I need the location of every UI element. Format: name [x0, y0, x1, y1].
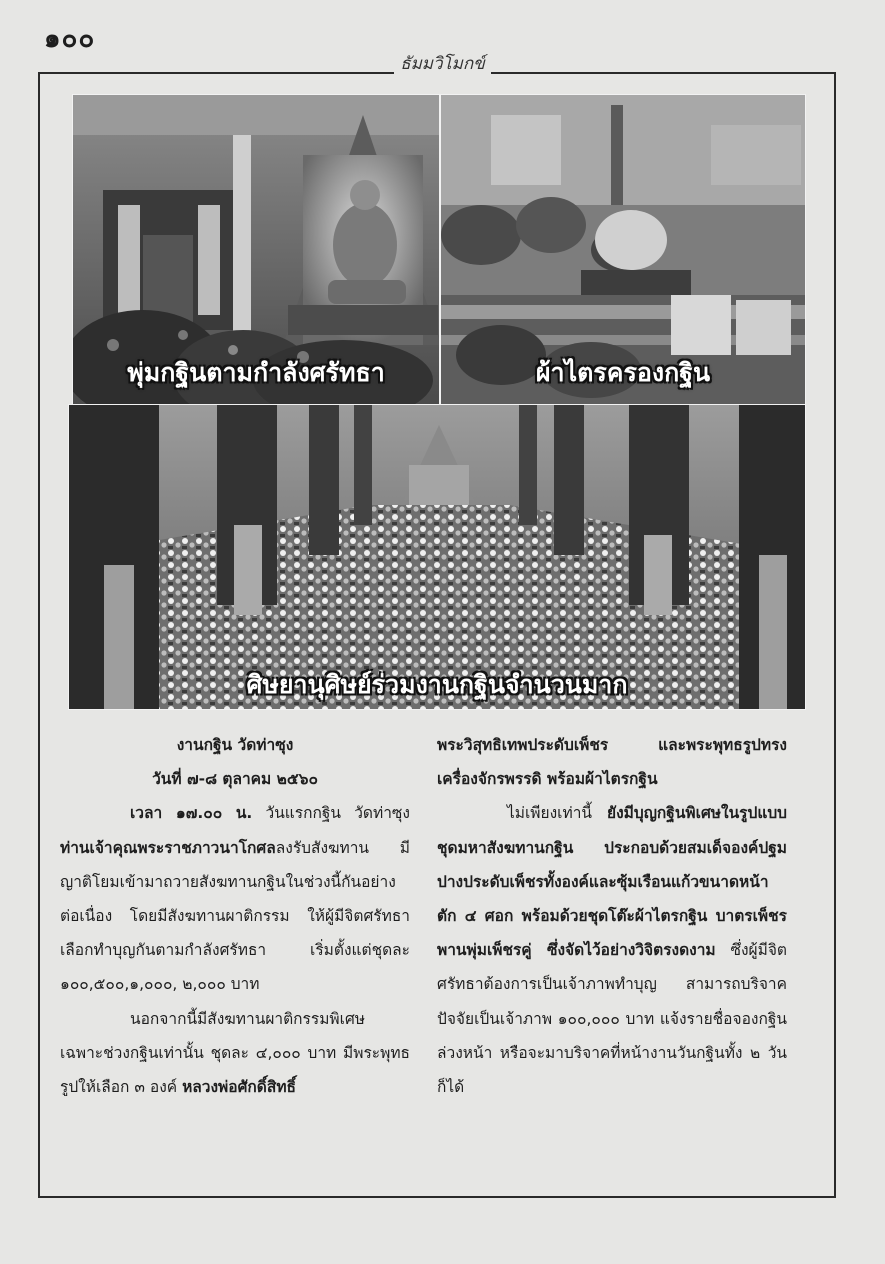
paragraph-3: พระวิสุทธิเทพประดับเพ็ชร และพระพุทธรูปทรงเครื่องจักรพรรดิ พร้อมผ้าไตรกฐิน	[437, 736, 787, 789]
p1-monk-name: ท่านเจ้าคุณพระราชภาวนาโกศล	[60, 838, 276, 857]
p2-buddha-name: หลวงพ่อศักดิ์สิทธิ์	[182, 1078, 297, 1097]
article-left-column	[60, 728, 410, 1104]
paragraph-1	[60, 796, 410, 1001]
robes-caption: ผ้าไตรครองกฐิน	[535, 358, 711, 387]
altar-caption: พุ่มกฐินตามกำลังศรัทธา	[127, 358, 385, 387]
article-heading-line2: วันที่ ๗-๘ ตุลาคม ๒๕๖๐	[152, 770, 318, 789]
running-title-text: ธัมมวิโมกข์	[394, 54, 491, 74]
photo-kathin-crowd	[68, 404, 806, 710]
p2-text: นอกจากนี้มีสังฆทานผาติกรรมพิเศษ เฉพาะช่วงกฐินเท่านั้น ชุดละ ๔,๐๐๐ บาท มีพระพุทธรูปให้เลือก ๓ องค์	[60, 1009, 410, 1097]
photo-kathin-altar	[72, 94, 440, 406]
article-right-column	[437, 728, 787, 1104]
article-heading-line1: งานกฐิน วัดท่าซุง	[176, 736, 294, 754]
photo-kathin-robes	[440, 94, 806, 406]
p4-text-a: ไม่เพียงเท่านี้	[507, 804, 607, 823]
crowd-caption: ศิษยานุศิษย์ร่วมงานกฐินจำนวนมาก	[246, 670, 628, 699]
paragraph-4	[437, 796, 787, 1104]
p1-text-b: ลงรับสังฆทาน มีญาติโยมเข้ามาถวายสังฆทานกฐินในช่วงนี้กันอย่างต่อเนื่อง โดยมีสังฆทานผาติกรรม ให้ผู้มีจิตศรัทธา เลือกทำบุญกันตามกำลังศรัทธา เริ่มตั้งแต่ชุดละ ๑๐๐,๕๐๐,๑,๐๐๐, ๒,๐๐๐ บาท	[60, 838, 410, 994]
running-title	[0, 50, 885, 77]
paragraph-2	[60, 1002, 410, 1105]
p4-special-kathin: ยังมีบุญกฐินพิเศษในรูปแบบชุดมหาสังฆทานกฐิน ประกอบด้วยสมเด็จองค์ปฐม ปางประดับเพ็ชรทั้งองค์และซุ้มเรือนแก้วขนาดหน้าตัก ๔ ศอก พร้อมด้วยชุดโต๊ะผ้าไตรกฐิน บาตรเพ็ชร พานพุ่มเพ็ชรคู่ ซึ่งจัดไว้อย่างวิจิตรงดงาม	[437, 804, 787, 960]
page-number: ๑๐๐	[44, 24, 96, 54]
p4-text-b: ซึ่งผู้มีจิตศรัทธาต้องการเป็นเจ้าภาพทำบุญ สามารถบริจาคปัจจัยเป็นเจ้าภาพ ๑๐๐,๐๐๐ บาท แจ้งรายชื่อจองกฐินล่วงหน้า หรือจะมาบริจาคที่หน้างานวันกฐินทั้ง ๒ วันก็ได้	[437, 941, 787, 1097]
p1-text-a: วันแรกกฐิน วัดท่าซุง	[252, 804, 410, 823]
p1-time: เวลา ๑๗.๐๐ น.	[130, 804, 253, 823]
